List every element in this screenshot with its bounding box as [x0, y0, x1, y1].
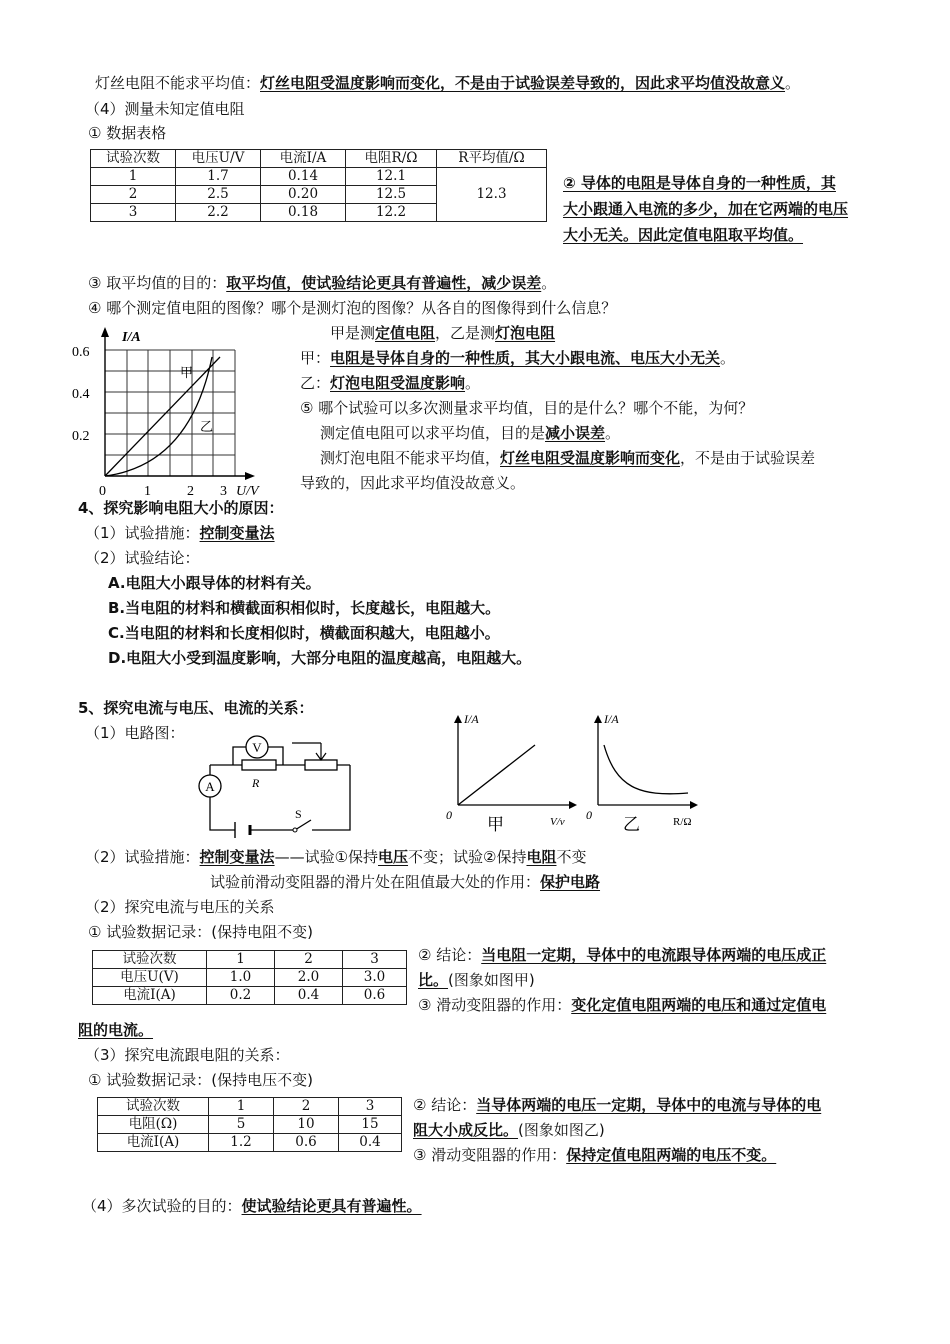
line-jia [105, 357, 220, 476]
top-answer: 灯丝电阻受温度影响而变化，不是由于试验误差导致的，因此求平均值没故意义 [260, 74, 786, 92]
table-header: 电流I/A [261, 150, 346, 168]
voltmeter-label: V [252, 740, 262, 755]
p3-rheostat-answer: 保持定值电阻两端的电压不变。 [566, 1146, 777, 1164]
table-header: R平均值/Ω [437, 150, 547, 168]
sec5-keep-resistance: 电阻 [526, 848, 557, 866]
x-tick: 1 [144, 484, 151, 499]
sec5-method [85, 846, 587, 868]
note-line-1: ② 导体的电阻是导体自身的一种性质，其 [563, 174, 836, 192]
p2-conclusion-answer: 当电阻一定期，导体中的电流跟导体两端的电压成正 [481, 946, 827, 964]
circuit-diagram [180, 725, 360, 840]
a4-line [330, 322, 555, 344]
sec4-item-c: C.当电阻的材料和长度相似时，横截面积越大，电阻越小。 [108, 624, 500, 642]
s4-heading: （4）测量未知定值电阻 [85, 100, 245, 118]
p3-conclusion-end: (图象如图乙) [518, 1121, 605, 1139]
x-tick: 2 [187, 484, 194, 499]
a5-1-end: 。 [605, 424, 621, 442]
curve-yi [105, 357, 212, 476]
a5-1-line [320, 422, 620, 444]
graph-name: 甲 [487, 815, 504, 834]
sec5-heading: 5、探究电流与电压、电流的关系： [78, 699, 314, 717]
sec5-method-prefix: （2）试验措施： [85, 848, 200, 866]
table-cell: 0.20 [261, 186, 346, 204]
top-end: 。 [785, 74, 801, 92]
table-cell: 10 [274, 1116, 339, 1134]
table-cell: 电压U(V) [93, 969, 207, 987]
table-row [93, 951, 407, 969]
table-cell: 5 [209, 1116, 274, 1134]
table-header: 试验次数 [91, 150, 176, 168]
y-tick: 0.6 [72, 345, 90, 360]
sec5-method-answer: 控制变量法 [199, 848, 275, 866]
jia-answer: 电阻是导体自身的一种性质，其大小跟电流、电压大小无关 [330, 349, 721, 367]
yi-end: 。 [465, 374, 481, 392]
table-cell: 12.2 [346, 204, 437, 222]
q3-answer: 取平均值，使试验结论更具有普遍性，减少误差 [226, 274, 542, 292]
table-cell: 2.2 [176, 204, 261, 222]
data-table-2 [92, 950, 407, 1005]
table-row [91, 168, 547, 186]
switch-icon [295, 820, 311, 830]
x-arrow-icon [245, 472, 255, 480]
y-tick: 0.4 [72, 387, 90, 402]
table-cell: 2 [91, 186, 176, 204]
resistor-icon [242, 760, 276, 770]
p2-rheostat-answer: 变化定值电阻两端的电压和通过定值电 [571, 996, 827, 1014]
table-cell: 3 [339, 1098, 402, 1116]
table-cell: 1.0 [207, 969, 275, 987]
a4-3: ，乙是测 [435, 324, 496, 342]
yi-answer: 灯泡电阻受温度影响 [330, 374, 466, 392]
sec4-method-answer: 控制变量法 [199, 524, 275, 542]
ammeter-label: A [205, 779, 215, 794]
table-row [93, 987, 407, 1005]
graph-name: 乙 [623, 815, 640, 834]
label-jia: 甲 [180, 365, 194, 380]
sec4-item-d: D.电阻大小受到温度影响，大部分电阻的温度越高，电阻越大。 [108, 649, 532, 667]
resistor-label: R [252, 776, 260, 790]
p2-rheostat-line1 [418, 994, 826, 1016]
x-arrow-icon [690, 801, 698, 809]
sec5-method-mid2: 不变；试验②保持 [408, 848, 527, 866]
top-prefix: 灯丝电阻不能求平均值： [95, 74, 261, 92]
table-cell: 0.6 [274, 1134, 339, 1152]
note-line-2: 大小跟通入电流的多少，加在它两端的电压 [563, 200, 849, 218]
a5-1-answer: 减小误差 [545, 424, 606, 442]
graph-grid [105, 350, 235, 476]
table-row [98, 1116, 402, 1134]
table-header-row [91, 150, 547, 168]
table-header: 电压U/V [176, 150, 261, 168]
table-cell: 0.6 [343, 987, 407, 1005]
p2-conclusion-prefix: ② 结论： [418, 946, 482, 964]
table-cell: 电流I(A) [98, 1134, 209, 1152]
iu-graph [70, 325, 285, 500]
y-arrow-icon [594, 715, 602, 723]
x-axis-label: V/v [550, 816, 565, 828]
sec4-item-a: A.电阻大小跟导体的材料有关。 [108, 574, 321, 592]
p2-rheostat-line2: 阻的电流。 [78, 1021, 154, 1039]
table-cell: 电流I(A) [93, 987, 207, 1005]
q5-line: ⑤ 哪个试验可以多次测量求平均值，目的是什么？哪个不能，为何？ [300, 399, 754, 417]
p2-heading: （2）探究电流与电压的关系 [85, 898, 275, 916]
data-table-3 [97, 1097, 402, 1152]
sec4-method [85, 522, 275, 544]
table-cell: 1 [91, 168, 176, 186]
jia-line [300, 347, 735, 369]
table-row [93, 969, 407, 987]
sec5-keep-voltage: 电压 [378, 848, 409, 866]
switch-label: S [295, 807, 302, 821]
p4-answer: 使试验结论更具有普遍性。 [241, 1197, 422, 1215]
x-tick: 0 [99, 484, 106, 499]
table-cell: 电阻(Ω) [98, 1116, 209, 1134]
circuit-label: （1）电路图： [85, 724, 185, 742]
sec5-method-mid: ——试验①保持 [274, 848, 379, 866]
a5-2-mid: ，不是由于试验误差 [680, 449, 816, 467]
table-cell: 0.14 [261, 168, 346, 186]
data-table-1 [90, 149, 547, 222]
table-cell: 0.4 [339, 1134, 402, 1152]
slider-answer: 保护电路 [540, 873, 601, 891]
table-cell: 1 [207, 951, 275, 969]
table-cell: 2.0 [275, 969, 343, 987]
jia-end: 。 [720, 349, 736, 367]
rheostat-slider-icon [316, 743, 326, 760]
p3-conclusion-answer2: 阻大小成反比。 [413, 1121, 519, 1139]
q3-end: 。 [541, 274, 557, 292]
table-row [98, 1134, 402, 1152]
table-cell: 3 [91, 204, 176, 222]
p2-conclusion-line1 [418, 944, 826, 966]
table-cell: 3 [343, 951, 407, 969]
table-cell: 2.5 [176, 186, 261, 204]
rheostat-icon [305, 760, 337, 770]
table-header: 电阻R/Ω [346, 150, 437, 168]
line-proportional [458, 745, 535, 805]
p2-conclusion-answer2: 比。 [418, 971, 449, 989]
note-line-3: 大小无关。因此定值电阻取平均值。 [563, 226, 804, 244]
label-yi: 乙 [200, 419, 214, 434]
graph-jia [440, 705, 590, 835]
p4-line [82, 1195, 422, 1217]
y-arrow-icon [454, 715, 462, 723]
p3-conclusion-line1 [413, 1094, 821, 1116]
a4-1: 甲是测 [330, 324, 376, 342]
slider-line [210, 871, 600, 893]
switch-contact-icon [293, 828, 297, 832]
y-axis-label: I/A [464, 712, 479, 726]
jia-prefix: 甲： [300, 349, 331, 367]
p3-conclusion-answer: 当导体两端的电压一定期，导体中的电流与导体的电 [476, 1096, 822, 1114]
p2-record: ① 试验数据记录：(保持电阻不变) [88, 923, 313, 941]
table-cell: 12.5 [346, 186, 437, 204]
p4-prefix: （4）多次试验的目的： [82, 1197, 242, 1215]
p3-heading: （3）探究电流跟电阻的关系： [85, 1046, 290, 1064]
sec5-method-end: 不变 [556, 848, 587, 866]
a5-1-prefix: 测定值电阻可以求平均值，目的是 [320, 424, 546, 442]
y-tick: 0.2 [72, 429, 90, 444]
table-cell: 15 [339, 1116, 402, 1134]
curve-inverse [604, 745, 688, 794]
table-cell: 试验次数 [98, 1098, 209, 1116]
s4-sub1: ① 数据表格 [88, 124, 167, 142]
p3-record: ① 试验数据记录：(保持电压不变) [88, 1071, 313, 1089]
table-cell: 12.1 [346, 168, 437, 186]
x-axis-label: R/Ω [673, 816, 692, 828]
table-cell: 1 [209, 1098, 274, 1116]
table-cell: 2 [274, 1098, 339, 1116]
x-arrow-icon [569, 801, 577, 809]
x-tick: 3 [220, 484, 227, 499]
a4-2: 定值电阻 [375, 324, 436, 342]
q4-line: ④ 哪个测定值电阻的图像？哪个是测灯泡的图像？从各自的图像得到什么信息？ [88, 299, 617, 317]
a5-2-prefix: 测灯泡电阻不能求平均值， [320, 449, 501, 467]
table-cell: 3.0 [343, 969, 407, 987]
p3-rheostat-line [413, 1144, 776, 1166]
origin-label: 0 [586, 808, 592, 822]
q3-prefix: ③ 取平均值的目的： [88, 274, 227, 292]
a5-2-line2: 导致的，因此求平均值没故意义。 [300, 474, 526, 492]
p2-rheostat-prefix: ③ 滑动变阻器的作用： [418, 996, 572, 1014]
slider-prefix: 试验前滑动变阻器的滑片处在阻值最大处的作用： [210, 873, 541, 891]
y-axis-label: I/A [604, 712, 619, 726]
sec4-heading: 4、探究影响电阻大小的原因： [78, 499, 284, 517]
table-cell: 1.7 [176, 168, 261, 186]
p3-conclusion-prefix: ② 结论： [413, 1096, 477, 1114]
a5-2-answer: 灯丝电阻受温度影响而变化 [500, 449, 681, 467]
p3-conclusion-line2 [413, 1119, 605, 1141]
table-cell: 0.4 [275, 987, 343, 1005]
origin-label: 0 [446, 808, 452, 822]
yi-line [300, 372, 480, 394]
table-cell: 1.2 [209, 1134, 274, 1152]
sec4-conclusion-label: （2）试验结论： [85, 549, 200, 567]
graph-yi [580, 705, 710, 835]
p2-conclusion-end: (图象如图甲) [448, 971, 535, 989]
sec4-item-b: B.当电阻的材料和横截面积相似时，长度越长，电阻越大。 [108, 599, 501, 617]
table-cell: 0.2 [207, 987, 275, 1005]
top-line [95, 72, 800, 94]
table-row [98, 1098, 402, 1116]
y-axis-label: I/A [122, 330, 141, 345]
y-arrow-icon [101, 327, 109, 337]
table-cell: 0.18 [261, 204, 346, 222]
table-cell: 2 [275, 951, 343, 969]
table-cell: 试验次数 [93, 951, 207, 969]
table-avg-cell: 12.3 [437, 168, 547, 222]
p3-rheostat-prefix: ③ 滑动变阻器的作用： [413, 1146, 567, 1164]
q3-line [88, 272, 556, 294]
yi-prefix: 乙： [300, 374, 331, 392]
p2-conclusion-line2 [418, 969, 535, 991]
a5-2-line [320, 447, 815, 469]
x-axis-label: U/V [236, 484, 259, 499]
sec4-method-prefix: （1）试验措施： [85, 524, 200, 542]
a4-4: 灯泡电阻 [495, 324, 556, 342]
